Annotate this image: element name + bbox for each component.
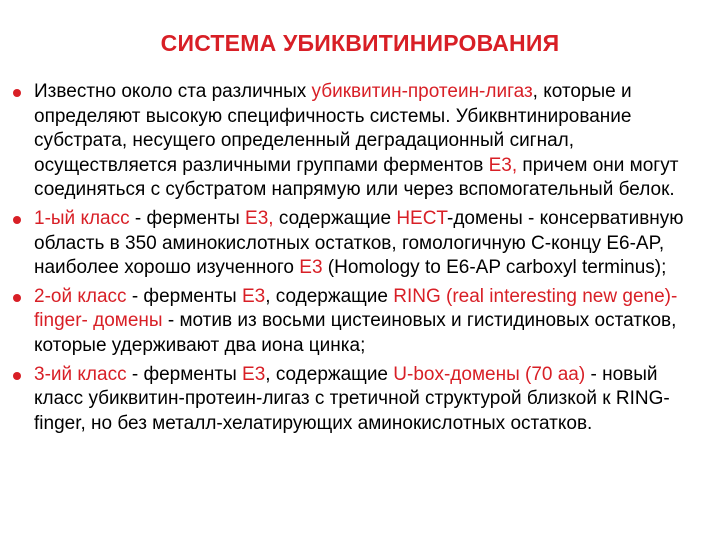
bullet-dot-icon xyxy=(13,294,21,302)
highlight-term: 3-ий класс xyxy=(34,363,127,385)
highlight-term: 2-ой класс xyxy=(34,285,127,307)
bullet-list xyxy=(10,80,710,440)
bullet-text: - новый класс убиквитин-протеин-лигаз с третичной структурой близкой к RING-finger, но без металл-хелатирующих аминокислотных остатков. xyxy=(34,363,670,434)
slide-title: СИСТЕМА УБИКВИТИНИРОВАНИЯ xyxy=(160,30,560,56)
bullet-text: - ферменты xyxy=(126,363,243,385)
highlight-term: E3 xyxy=(299,257,323,279)
bullet-text: - ферменты xyxy=(129,207,246,229)
bullet-item-class-3 xyxy=(10,363,710,437)
bullet-text: причем они могут соединяться с субстратом напрямую или через вспомогательный белок. xyxy=(34,154,679,201)
highlight-term: RING (real interesting new gene)-finger- домены xyxy=(34,285,678,332)
bullet-text: Известно около ста различных xyxy=(34,81,312,102)
bullet-text: , содержащие xyxy=(265,285,394,307)
bullet-text: - ферменты xyxy=(126,285,242,307)
highlight-term: E3, xyxy=(245,207,274,229)
highlight-term: HECT xyxy=(396,207,447,229)
bullet-dot-icon xyxy=(13,89,21,97)
highlight-term: E3, xyxy=(488,154,518,176)
bullet-text: содержащие xyxy=(273,207,397,229)
highlight-term: 1-ый класс xyxy=(34,207,130,229)
highlight-term: E3 xyxy=(241,285,266,307)
bullet-text: - мотив из восьми цистеиновых и гистидиновых остатков, которые удерживают два иона цинка; xyxy=(34,310,677,356)
bullet-text: -домены - консервативную область в 350 аминокислотных остатков, гомологичную С-концу E6-AP, наиболее хорошо изученного xyxy=(34,207,684,279)
bullet-dot-icon xyxy=(13,216,21,224)
bullet-text: , содержащие xyxy=(265,363,394,385)
bullet-item-class-1 xyxy=(10,207,710,281)
bullet-item-intro xyxy=(10,80,710,203)
bullet-item-class-2 xyxy=(10,285,710,359)
bullet-text: (Homology to E6-AP carboxyl terminus); xyxy=(322,257,667,279)
highlight-term: убиквитин-протеин-лигаз xyxy=(311,81,533,102)
highlight-term: E3 xyxy=(242,363,266,385)
highlight-term: U-box-домены (70 аа) xyxy=(393,363,586,385)
bullet-text: , которые и определяют высокую специфичность системы. Убиквнтинирование субстрата, несущего определенный деградационный сигнал, осуществляется различными группами ферментов xyxy=(34,81,632,176)
bullet-dot-icon xyxy=(13,372,21,380)
